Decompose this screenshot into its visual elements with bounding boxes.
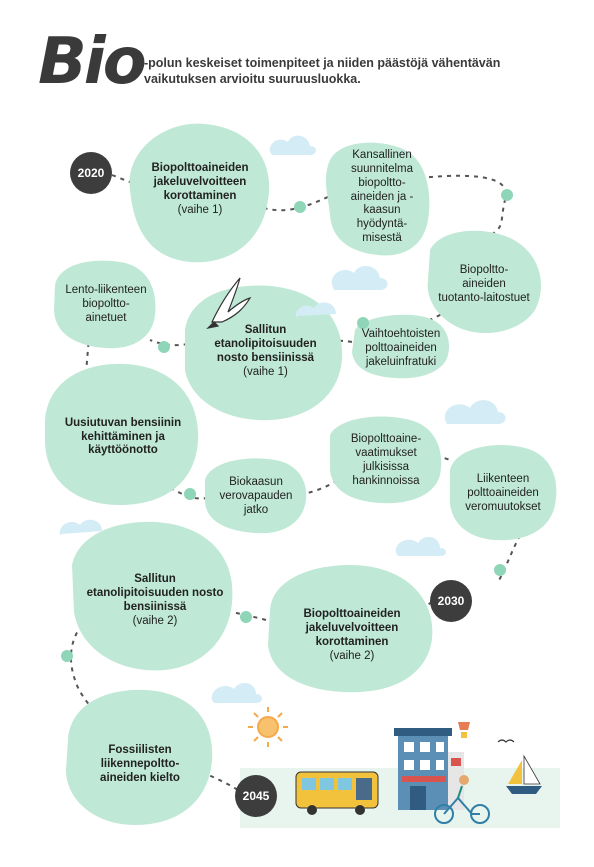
step-note: (vaihe 1) xyxy=(177,203,223,216)
year-2030-badge: 2030 xyxy=(430,580,472,622)
step-note: (vaihe 1) xyxy=(243,365,288,378)
step-1 xyxy=(140,150,260,230)
step-4 xyxy=(356,324,446,374)
step-note: (vaihe 2) xyxy=(132,614,178,627)
step-title: Kansallinen suunnitelma biopoltto-aineiden ja -kaasun hyödyntä-misestä xyxy=(350,149,414,244)
step-2 xyxy=(338,150,426,245)
step-title: Biopolttoaineiden jakeluvelvoitteen korottaminen xyxy=(303,608,401,648)
step-8 xyxy=(212,470,300,524)
step-title: Liikenteen polttoaineiden veromuutokset xyxy=(465,473,541,513)
year-2045-badge: 2045 xyxy=(235,775,277,817)
step-title: Biopolttoaine-vaatimukset julkisissa hankinnoissa xyxy=(350,433,422,487)
bird-icon xyxy=(498,740,514,742)
page-subtitle: -polun keskeiset toimenpiteet ja niiden päästöjä vähentävän vaikutuksen arvioitu suuruusluokka. xyxy=(144,56,501,86)
step-note: (vaihe 2) xyxy=(329,649,375,662)
sun-icon xyxy=(248,707,288,747)
step-title: Sallitun etanolipitoisuuden nosto bensiinissä xyxy=(86,573,224,613)
step-title: Biopolttoaineiden jakeluvelvoitteen korottaminen xyxy=(151,162,249,202)
step-title: Fossiilisten liikennepoltto-aineiden kielto xyxy=(100,744,180,784)
step-11 xyxy=(282,600,422,672)
step-10 xyxy=(455,460,551,528)
step-9 xyxy=(336,430,436,492)
bio-logo: Bio xyxy=(38,25,144,99)
step-3 xyxy=(438,250,530,320)
air-balloon-icon xyxy=(458,722,470,738)
step-title: Biokaasun verovapauden jatko xyxy=(219,476,293,516)
step-title: Vaihtoehtoisten polttoaineiden jakeluinfratuki xyxy=(361,328,441,368)
step-title: Lento-liikenteen biopoltto-ainetuet xyxy=(65,284,147,324)
building-icon xyxy=(394,728,464,810)
step-title: Uusiutuvan bensiinin kehittäminen ja käyttöönotto xyxy=(64,416,182,457)
step-13 xyxy=(80,730,200,800)
step-12 xyxy=(85,565,225,637)
step-title: Sallitun etanolipitoisuuden nosto bensiinissä xyxy=(214,324,317,364)
step-title: Biopoltto-aineiden tuotanto-laitostuet xyxy=(438,264,530,304)
step-7 xyxy=(58,400,188,475)
step-6 xyxy=(62,275,150,335)
street-illustration xyxy=(240,722,560,828)
step-5 xyxy=(198,318,333,386)
year-2020-badge: 2020 xyxy=(70,152,112,194)
